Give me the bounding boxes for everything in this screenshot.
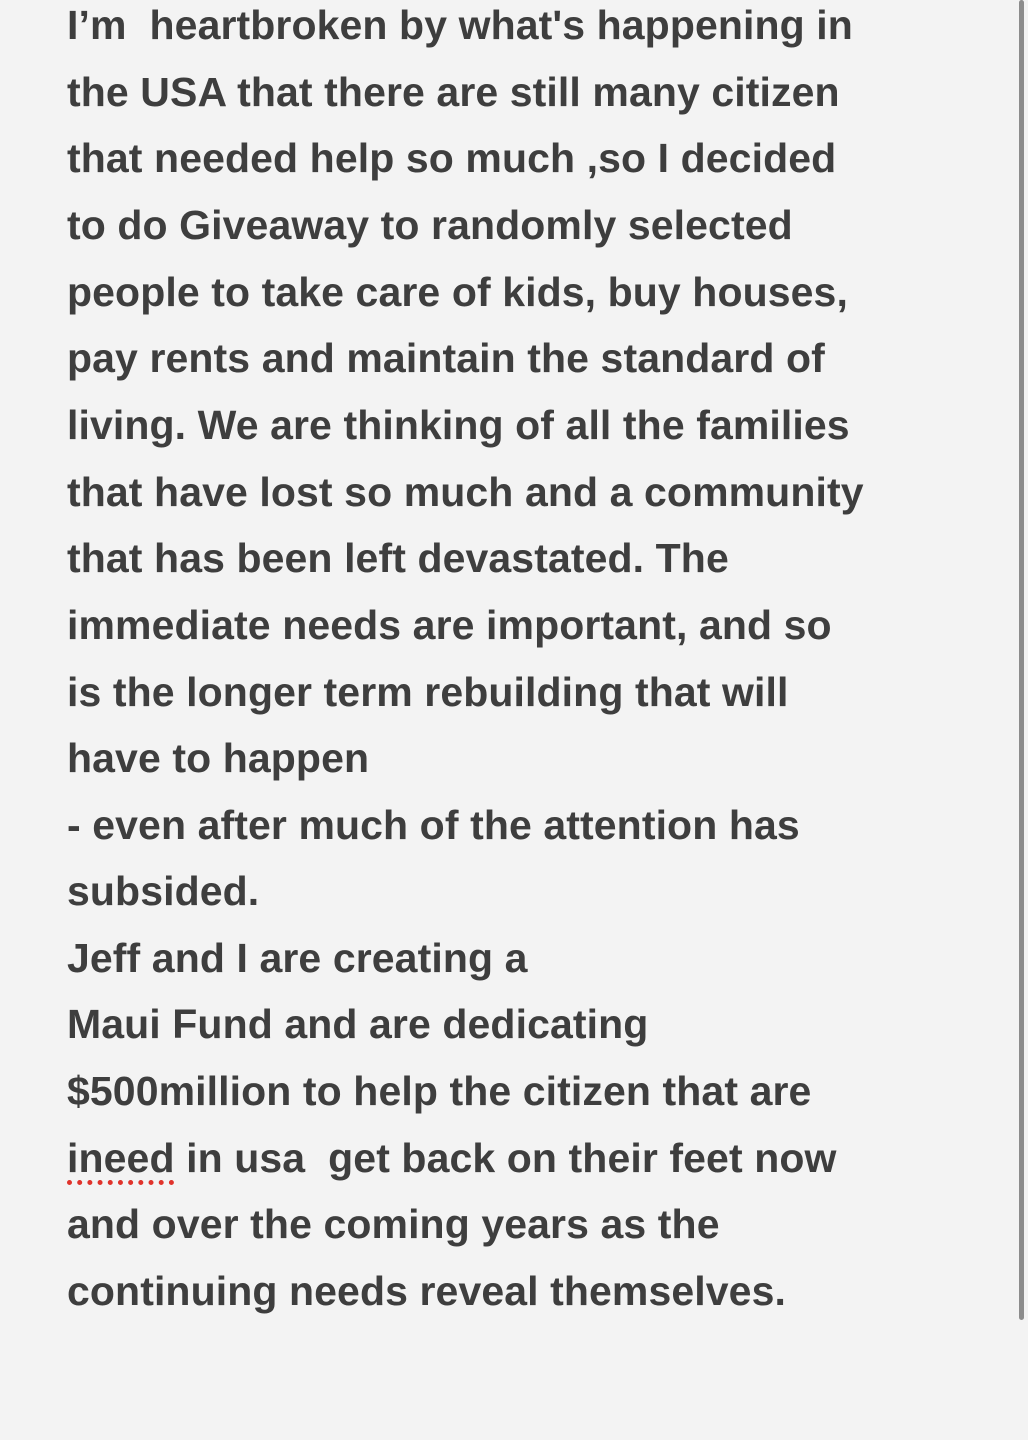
note-line-20: continuing needs reveal themselves. — [67, 1268, 786, 1314]
note-line-17: $500million to help the citizen that are — [67, 1068, 812, 1114]
note-line-18-rest: in usa get back on their feet now — [174, 1135, 837, 1181]
note-line-18 — [67, 1128, 836, 1188]
note-line-6: pay rents and maintain the standard of — [67, 335, 825, 381]
note-line-9: that has been left devastated. The — [67, 535, 729, 581]
note-line-16: Maui Fund and are dedicating — [67, 1001, 649, 1047]
note-line-7: living. We are thinking of all the families — [67, 402, 850, 448]
spellcheck-flagged-word[interactable]: ineed — [67, 1135, 175, 1181]
note-line-2: the USA that there are still many citizen — [67, 69, 840, 115]
note-line-11: is the longer term rebuilding that will — [67, 669, 789, 715]
note-line-14: subsided. — [67, 868, 260, 914]
note-line-4: to do Giveaway to randomly selected — [67, 202, 793, 248]
note-line-3: that needed help so much ,so I decided — [67, 135, 837, 181]
scroll-indicator[interactable] — [1019, 0, 1024, 1320]
note-line-10: immediate needs are important, and so — [67, 602, 832, 648]
note-line-15: Jeff and I are creating a — [67, 935, 528, 981]
note-line-12: have to happen — [67, 735, 370, 781]
note-line-1: I’m heartbroken by what's happening in — [67, 2, 853, 48]
note-line-8: that have lost so much and a community — [67, 469, 864, 515]
note-line-13: - even after much of the attention has — [67, 802, 800, 848]
note-line-19: and over the coming years as the — [67, 1201, 720, 1247]
note-line-5: people to take care of kids, buy houses, — [67, 269, 848, 315]
